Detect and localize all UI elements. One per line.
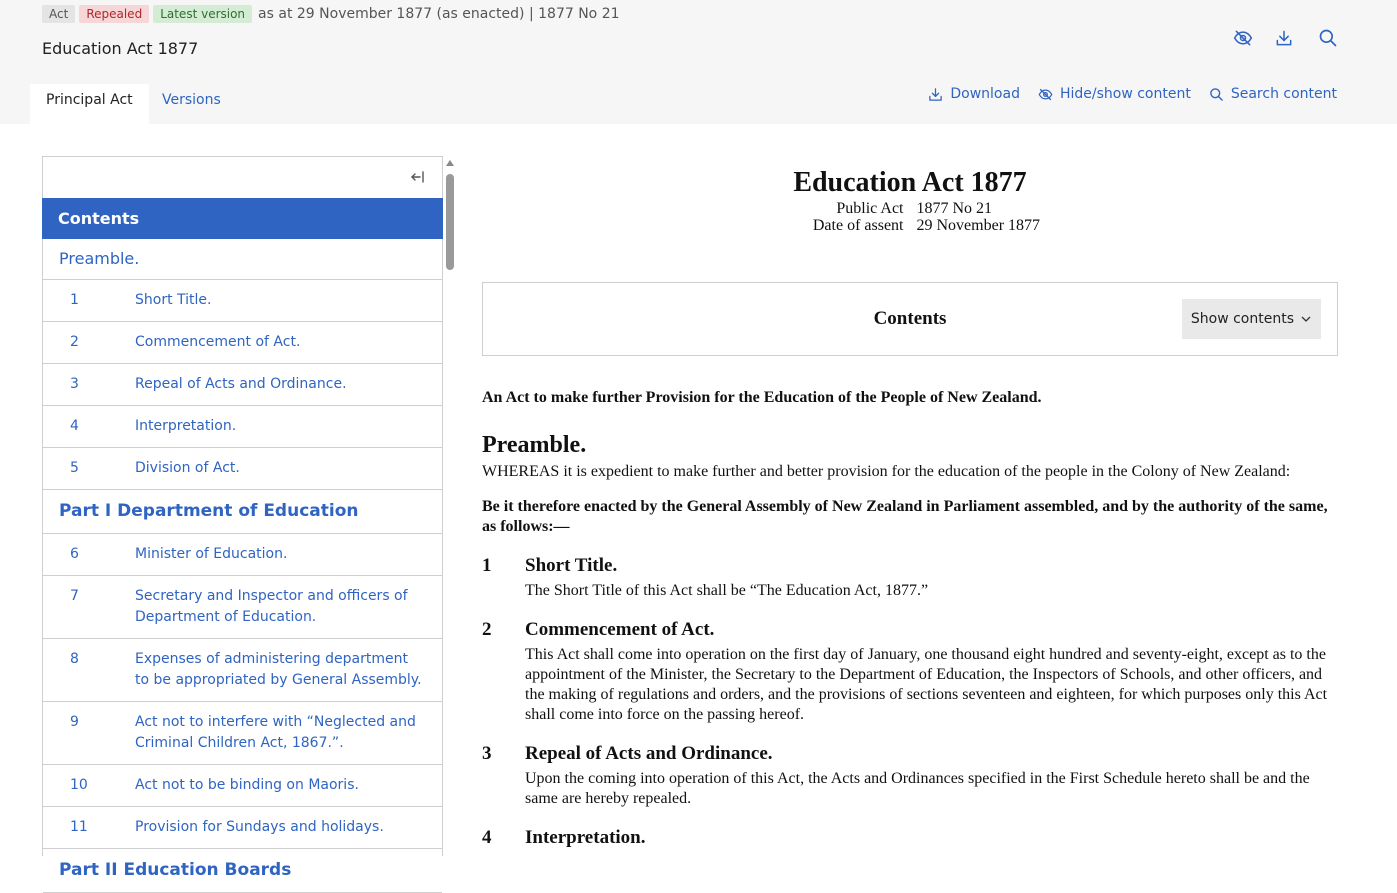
download-label: Download [950,86,1020,102]
toc-item-label: Act not to be binding on Maoris. [135,777,359,793]
toc-item-number: 11 [70,819,88,835]
toc-item[interactable] [43,639,442,702]
toc-item-number: 4 [70,418,79,434]
download-icon [928,87,943,102]
tab-principal-act[interactable]: Principal Act [30,84,149,124]
search-icon[interactable] [1317,27,1339,49]
toc-item-label: Provision for Sundays and holidays. [135,819,384,835]
assent-date-label: Date of assent [812,217,904,234]
act-content [482,156,1338,850]
chevron-down-icon [1300,313,1312,325]
toc-item-number: 9 [70,714,79,730]
toc-item-number: 1 [70,292,79,308]
content-actions [928,86,1337,102]
sidebar-scrollbar[interactable] [445,160,455,856]
contents-panel-title: Contents [873,308,947,329]
toc-item-number: 2 [70,334,79,350]
toc-item[interactable] [43,534,442,576]
act-type-value: 1877 No 21 [916,200,993,217]
toc-item-label: Interpretation. [135,418,237,434]
toc-item[interactable] [43,702,442,765]
act-metadata [482,200,1338,234]
toc-item-label: Minister of Education. [135,546,288,562]
toc-item-number: 10 [70,777,88,793]
sidebar-toolbar [43,157,442,198]
long-title: An Act to make further Provision for the Education of the People of New Zealand. [482,389,1042,406]
tab-versions[interactable]: Versions [162,92,221,108]
repealed-badge: Repealed [79,5,149,23]
toc-item-number: 7 [70,588,79,604]
show-contents-button[interactable] [1182,299,1321,339]
download-button[interactable] [928,86,1020,102]
toc-part-2[interactable]: Part II Education Boards [43,849,442,893]
toc-item-label: Commencement of Act. [135,334,301,350]
contents-heading: Contents [42,198,443,239]
section-heading: Short Title. [525,555,618,576]
contents-panel [482,282,1338,356]
version-status-text: as at 29 November 1877 (as enacted) | 1877 No 21 [258,6,620,22]
latest-version-badge: Latest version [153,5,252,23]
act-badge: Act [42,5,75,23]
toc-item[interactable] [43,280,442,322]
status-badges [42,4,620,24]
search-content-button[interactable] [1209,86,1337,102]
toc-item[interactable] [43,765,442,807]
section-1 [482,554,1338,601]
search-icon [1209,87,1224,102]
section-number: 1 [482,555,492,576]
act-title: Education Act 1877 [793,167,1027,198]
hide-show-content-button[interactable] [1038,86,1191,102]
assent-date-value: 29 November 1877 [916,217,1041,234]
section-text: The Short Title of this Act shall be “The Education Act, 1877.” [525,582,929,599]
section-heading: Repeal of Acts and Ordinance. [525,743,773,764]
toc-item-number: 3 [70,376,79,392]
act-type-label: Public Act [836,200,904,217]
section-2 [482,618,1338,725]
toc-item[interactable] [43,807,442,849]
toc-item-number: 5 [70,460,79,476]
toc-item[interactable] [43,364,442,406]
toc-item-label: Act not to interfere with “Neglected and Criminal Children Act, 1867.”. [135,714,416,751]
toc-preamble[interactable]: Preamble. [43,239,442,280]
section-number: 2 [482,619,492,640]
section-4 [482,826,1338,850]
section-heading: Commencement of Act. [525,619,715,640]
collapse-sidebar-icon[interactable] [408,167,428,187]
toc-item-label: Expenses of administering department to be appropriated by General Assembly. [135,651,422,688]
document-title: Education Act 1877 [42,39,199,58]
section-number: 3 [482,743,492,764]
section-text: This Act shall come into operation on the first day of January, one thousand eight hundred and seventy-eight, except as to the appointment of the Minister, the Secretary to the Department of Education, the Inspectors of Schools, and other officers, and the making of regulations and orders, and the provisions of sections seventeen and eighteen, for which purposes only this Act shall come into force on the passing hereof. [525,646,1328,723]
section-text: Upon the coming into operation of this Act, the Acts and Ordinances specified in the First Schedule hereto shall be and the same are hereby repealed. [525,770,1310,807]
preamble-text: WHEREAS it is expedient to make further and better provision for the education of the people in the Colony of New Zealand: [482,463,1291,480]
section-number: 4 [482,827,492,848]
toc-item-number: 6 [70,546,79,562]
toc-item-label: Secretary and Inspector and officers of Department of Education. [135,588,408,625]
hide-show-icon [1038,87,1053,102]
toc-item[interactable] [43,322,442,364]
toc-item-number: 8 [70,651,79,667]
hide-show-label: Hide/show content [1059,86,1191,102]
preamble-heading: Preamble. [482,432,587,458]
toc-item[interactable] [43,576,442,639]
enacting-words: Be it therefore enacted by the General Assembly of New Zealand in Parliament assembled, and by the authority of the same, as follows:— [482,498,1328,535]
top-header [0,0,1397,124]
toc-item-label: Repeal of Acts and Ordinance. [135,376,347,392]
toc-item-label: Division of Act. [135,460,240,476]
scrollbar-thumb[interactable] [446,174,454,270]
toc-item[interactable] [43,448,442,490]
download-icon[interactable] [1273,27,1295,49]
search-content-label: Search content [1230,86,1337,102]
hide-show-icon[interactable] [1232,27,1254,49]
section-3 [482,742,1338,809]
section-heading: Interpretation. [525,827,646,848]
contents-sidebar [42,156,443,880]
show-contents-label: Show contents [1190,311,1294,327]
scroll-up-arrow-icon[interactable] [446,160,454,166]
toc-item[interactable] [43,406,442,448]
toc-item-label: Short Title. [135,292,212,308]
toc-part-1[interactable]: Part I Department of Education [43,490,442,534]
